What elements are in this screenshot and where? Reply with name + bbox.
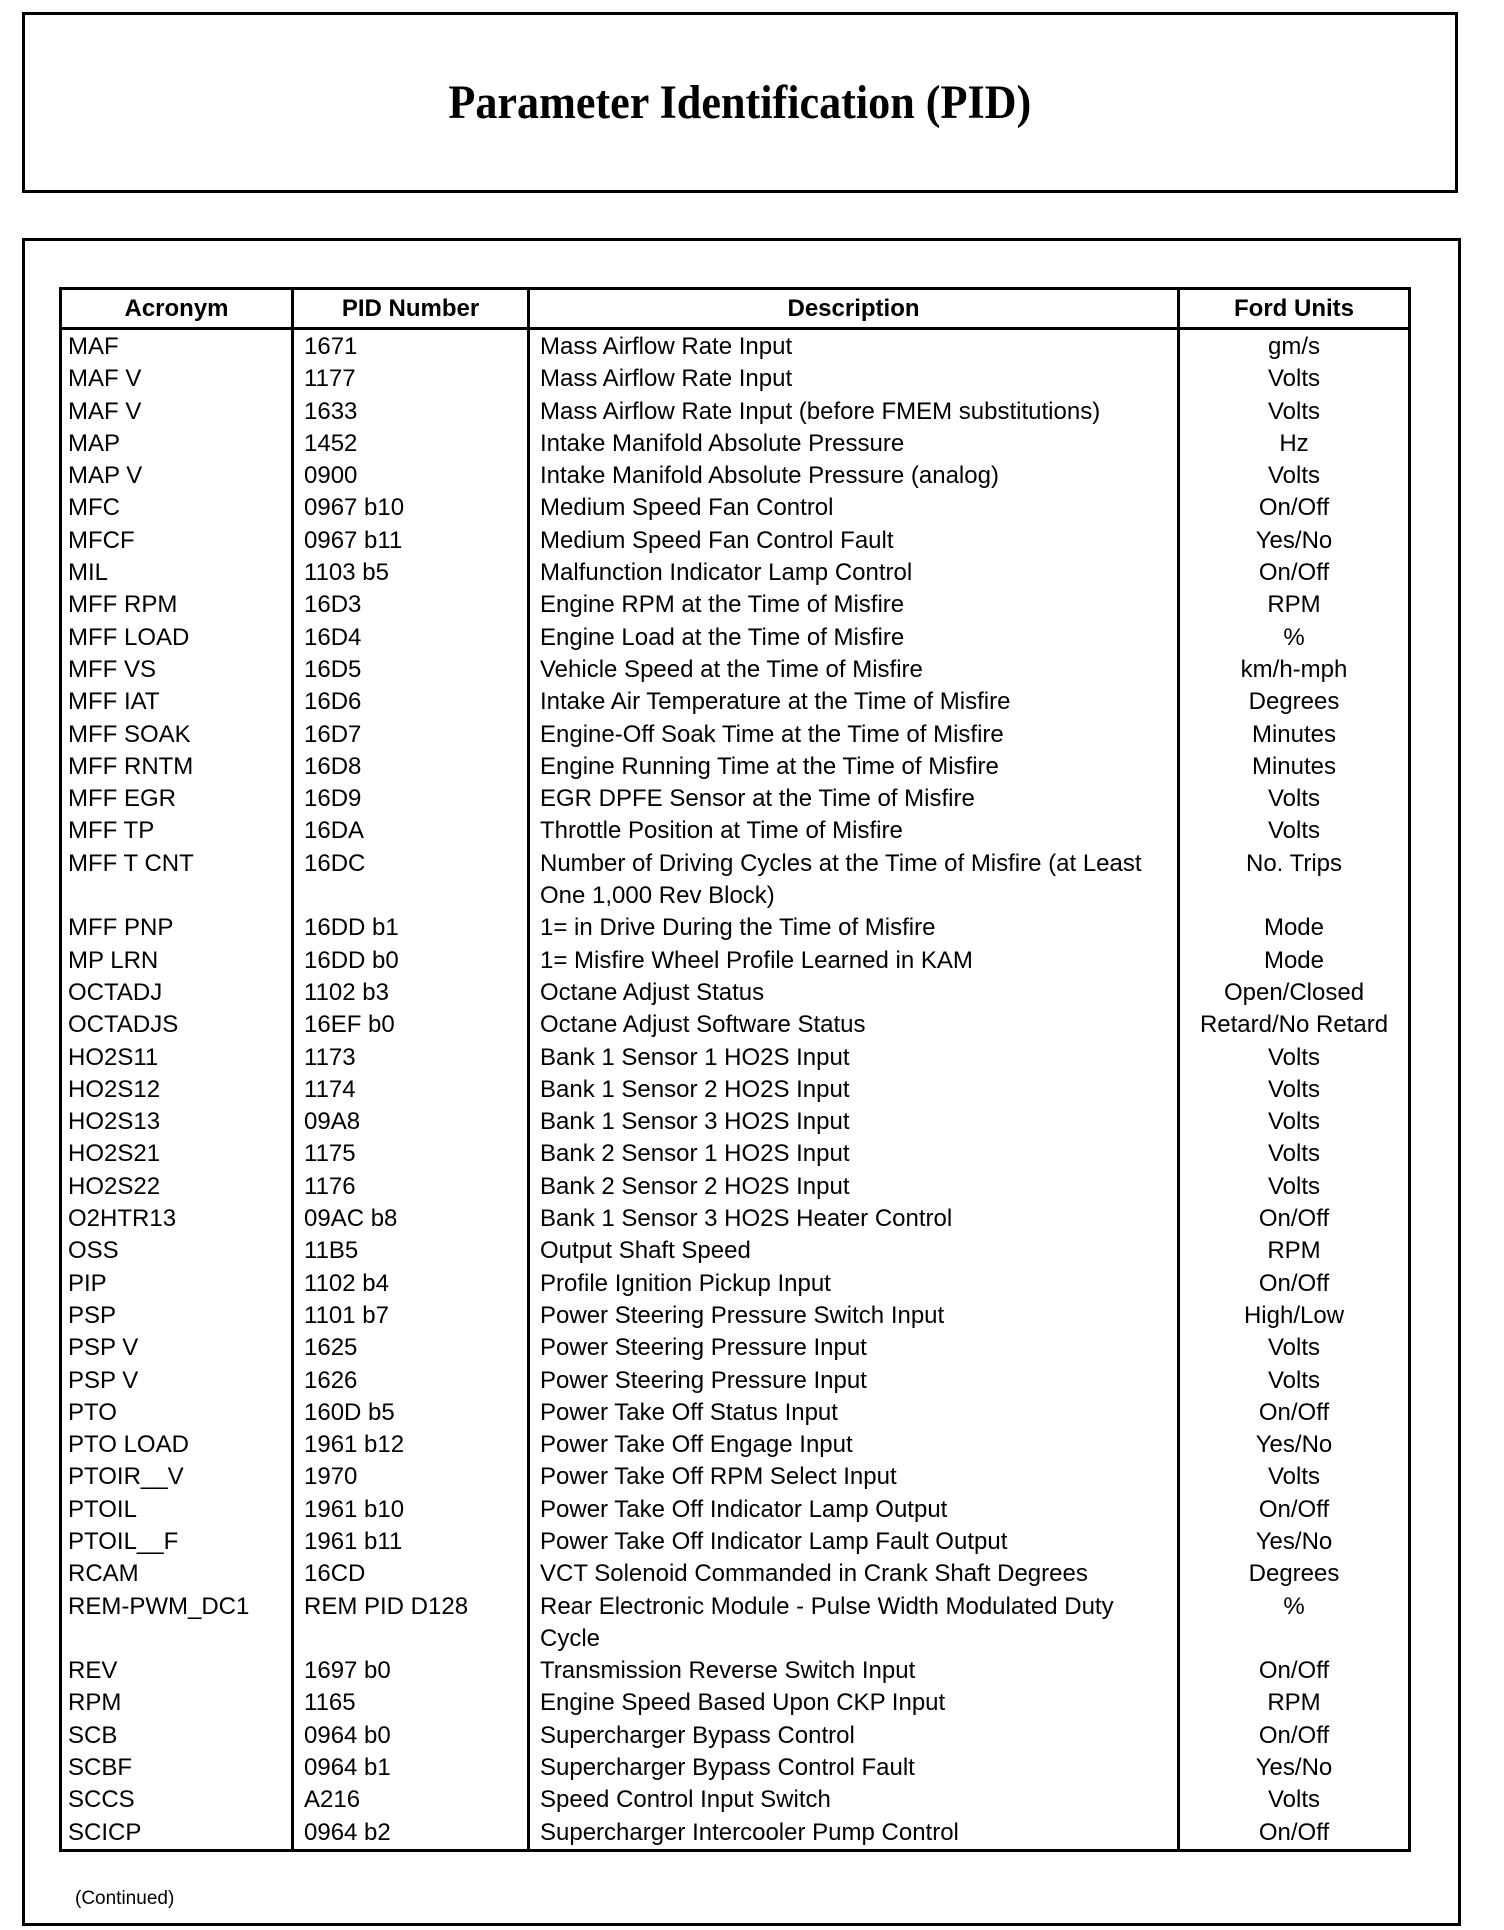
cell-description: Power Take Off Engage Input [529,1429,1179,1461]
cell-description: 1= in Drive During the Time of Misfire [529,912,1179,944]
cell-ford-units: RPM [1179,1687,1410,1719]
cell-ford-units: Volts [1179,1138,1410,1170]
cell-ford-units: Yes/No [1179,1752,1410,1784]
table-row [61,363,1410,395]
cell-acronym: MAP V [61,460,293,492]
cell-pid-number: 1165 [293,1687,529,1719]
cell-ford-units: On/Off [1179,1817,1410,1851]
cell-ford-units: RPM [1179,1235,1410,1267]
cell-pid-number: 1102 b3 [293,977,529,1009]
cell-acronym: OSS [61,1235,293,1267]
table-header-row [61,289,1410,329]
cell-ford-units: Degrees [1179,1558,1410,1590]
cell-description: 1= Misfire Wheel Profile Learned in KAM [529,945,1179,977]
cell-description: Bank 1 Sensor 1 HO2S Input [529,1042,1179,1074]
cell-acronym: MIL [61,557,293,589]
cell-pid-number: 1633 [293,396,529,428]
table-row [61,1784,1410,1816]
cell-description: Engine RPM at the Time of Misfire [529,589,1179,621]
cell-description: Number of Driving Cycles at the Time of Misfire (at Least One 1,000 Rev Block) [529,848,1179,913]
cell-acronym: REM-PWM_DC1 [61,1591,293,1656]
cell-pid-number: 16CD [293,1558,529,1590]
table-row [61,1235,1410,1267]
cell-ford-units: % [1179,1591,1410,1656]
table-row [61,751,1410,783]
cell-pid-number: 1626 [293,1365,529,1397]
cell-ford-units: Hz [1179,428,1410,460]
cell-pid-number: 09A8 [293,1106,529,1138]
cell-description: EGR DPFE Sensor at the Time of Misfire [529,783,1179,815]
table-row [61,589,1410,621]
header-ford-units: Ford Units [1179,289,1410,329]
cell-acronym: PSP [61,1300,293,1332]
table-row [61,1397,1410,1429]
cell-ford-units: Volts [1179,1332,1410,1364]
cell-description: Intake Air Temperature at the Time of Misfire [529,686,1179,718]
cell-acronym: MFF IAT [61,686,293,718]
cell-acronym: MAF V [61,396,293,428]
table-container [22,238,1461,1926]
cell-description: Power Steering Pressure Switch Input [529,1300,1179,1332]
table-row [61,1655,1410,1687]
table-row [61,783,1410,815]
cell-acronym: PIP [61,1268,293,1300]
cell-ford-units: On/Off [1179,1397,1410,1429]
cell-pid-number: 1101 b7 [293,1300,529,1332]
header-description: Description [529,289,1179,329]
cell-acronym: REV [61,1655,293,1687]
cell-description: Engine Running Time at the Time of Misfire [529,751,1179,783]
cell-acronym: MFF T CNT [61,848,293,913]
cell-pid-number: REM PID D128 [293,1591,529,1656]
cell-pid-number: 1102 b4 [293,1268,529,1300]
cell-pid-number: 1970 [293,1461,529,1493]
cell-pid-number: 1697 b0 [293,1655,529,1687]
cell-pid-number: A216 [293,1784,529,1816]
cell-acronym: RCAM [61,1558,293,1590]
table-row [61,428,1410,460]
cell-ford-units: Minutes [1179,719,1410,751]
cell-pid-number: 0967 b11 [293,525,529,557]
table-row [61,977,1410,1009]
pid-table [59,287,1411,1852]
table-row [61,1300,1410,1332]
cell-acronym: HO2S11 [61,1042,293,1074]
cell-pid-number: 16D9 [293,783,529,815]
table-row [61,1558,1410,1590]
cell-acronym: OCTADJS [61,1009,293,1041]
table-row [61,525,1410,557]
cell-acronym: MFF TP [61,815,293,847]
cell-ford-units: Volts [1179,1461,1410,1493]
cell-ford-units: Retard/No Retard [1179,1009,1410,1041]
cell-pid-number: 11B5 [293,1235,529,1267]
cell-description: Octane Adjust Software Status [529,1009,1179,1041]
table-row [61,1009,1410,1041]
cell-ford-units: gm/s [1179,329,1410,364]
table-row [61,912,1410,944]
cell-pid-number: 1173 [293,1042,529,1074]
cell-description: Engine-Off Soak Time at the Time of Misfire [529,719,1179,751]
table-row [61,1138,1410,1170]
table-row [61,1429,1410,1461]
cell-description: Mass Airflow Rate Input [529,329,1179,364]
cell-description: Bank 2 Sensor 1 HO2S Input [529,1138,1179,1170]
cell-pid-number: 16D3 [293,589,529,621]
cell-description: Octane Adjust Status [529,977,1179,1009]
cell-acronym: SCICP [61,1817,293,1851]
cell-ford-units: Volts [1179,1042,1410,1074]
cell-description: Mass Airflow Rate Input (before FMEM substitutions) [529,396,1179,428]
cell-acronym: HO2S12 [61,1074,293,1106]
cell-pid-number: 1961 b11 [293,1526,529,1558]
cell-pid-number: 0964 b1 [293,1752,529,1784]
table-row [61,1106,1410,1138]
cell-ford-units: Yes/No [1179,525,1410,557]
cell-ford-units: Volts [1179,1171,1410,1203]
cell-acronym: MFF EGR [61,783,293,815]
table-row [61,686,1410,718]
cell-pid-number: 16D5 [293,654,529,686]
cell-acronym: SCB [61,1720,293,1752]
cell-acronym: PTOIL__F [61,1526,293,1558]
cell-pid-number: 1175 [293,1138,529,1170]
cell-ford-units: On/Off [1179,1268,1410,1300]
cell-pid-number: 1174 [293,1074,529,1106]
cell-description: Engine Load at the Time of Misfire [529,622,1179,654]
cell-pid-number: 0964 b0 [293,1720,529,1752]
cell-ford-units: On/Off [1179,492,1410,524]
table-row [61,1752,1410,1784]
cell-acronym: SCBF [61,1752,293,1784]
cell-ford-units: Mode [1179,912,1410,944]
cell-ford-units: Volts [1179,1365,1410,1397]
table-row [61,460,1410,492]
cell-acronym: RPM [61,1687,293,1719]
cell-pid-number: 0967 b10 [293,492,529,524]
cell-description: VCT Solenoid Commanded in Crank Shaft Degrees [529,1558,1179,1590]
table-row [61,1332,1410,1364]
cell-acronym: MAF V [61,363,293,395]
cell-description: Power Take Off Indicator Lamp Output [529,1494,1179,1526]
table-row [61,492,1410,524]
page-title: Parameter Identification (PID) [448,76,1032,129]
cell-acronym: MFCF [61,525,293,557]
cell-pid-number: 16DC [293,848,529,913]
cell-ford-units: Open/Closed [1179,977,1410,1009]
cell-pid-number: 16DD b1 [293,912,529,944]
table-row [61,1494,1410,1526]
cell-acronym: HO2S22 [61,1171,293,1203]
cell-pid-number: 16D7 [293,719,529,751]
cell-ford-units: RPM [1179,589,1410,621]
cell-ford-units: Volts [1179,460,1410,492]
cell-ford-units: Volts [1179,815,1410,847]
cell-ford-units: On/Off [1179,1720,1410,1752]
cell-description: Bank 1 Sensor 3 HO2S Input [529,1106,1179,1138]
cell-description: Transmission Reverse Switch Input [529,1655,1179,1687]
cell-description: Medium Speed Fan Control [529,492,1179,524]
cell-description: Supercharger Bypass Control Fault [529,1752,1179,1784]
cell-acronym: PTOIL [61,1494,293,1526]
cell-ford-units: Yes/No [1179,1429,1410,1461]
cell-pid-number: 0964 b2 [293,1817,529,1851]
cell-acronym: O2HTR13 [61,1203,293,1235]
cell-pid-number: 1177 [293,363,529,395]
table-row [61,654,1410,686]
header-pid-number: PID Number [293,289,529,329]
cell-acronym: MFF RPM [61,589,293,621]
cell-pid-number: 16D6 [293,686,529,718]
cell-ford-units: Volts [1179,396,1410,428]
table-row [61,1461,1410,1493]
table-row [61,622,1410,654]
cell-description: Output Shaft Speed [529,1235,1179,1267]
cell-ford-units: Volts [1179,1106,1410,1138]
title-box [22,12,1458,193]
cell-ford-units: Degrees [1179,686,1410,718]
table-row [61,848,1410,913]
cell-acronym: MP LRN [61,945,293,977]
cell-pid-number: 1625 [293,1332,529,1364]
cell-ford-units: Volts [1179,783,1410,815]
cell-description: Intake Manifold Absolute Pressure (analog) [529,460,1179,492]
table-row [61,1074,1410,1106]
cell-description: Power Take Off Status Input [529,1397,1179,1429]
cell-acronym: SCCS [61,1784,293,1816]
cell-pid-number: 16D8 [293,751,529,783]
cell-acronym: MAF [61,329,293,364]
table-row [61,1042,1410,1074]
table-row [61,396,1410,428]
table-row [61,1365,1410,1397]
cell-ford-units: On/Off [1179,1203,1410,1235]
cell-ford-units: On/Off [1179,1494,1410,1526]
cell-ford-units: Volts [1179,1074,1410,1106]
table-row [61,557,1410,589]
cell-description: Bank 2 Sensor 2 HO2S Input [529,1171,1179,1203]
cell-pid-number: 1452 [293,428,529,460]
table-row [61,1591,1410,1656]
header-acronym: Acronym [61,289,293,329]
cell-pid-number: 16D4 [293,622,529,654]
cell-description: Power Take Off Indicator Lamp Fault Output [529,1526,1179,1558]
cell-acronym: PTO [61,1397,293,1429]
cell-acronym: MFF LOAD [61,622,293,654]
table-row [61,719,1410,751]
cell-description: Vehicle Speed at the Time of Misfire [529,654,1179,686]
cell-description: Bank 1 Sensor 3 HO2S Heater Control [529,1203,1179,1235]
cell-pid-number: 16DA [293,815,529,847]
cell-acronym: MFF RNTM [61,751,293,783]
table-row [61,1268,1410,1300]
cell-acronym: HO2S21 [61,1138,293,1170]
cell-pid-number: 1176 [293,1171,529,1203]
continued-note: (Continued) [75,1888,175,1909]
cell-ford-units: High/Low [1179,1300,1410,1332]
cell-pid-number: 1961 b10 [293,1494,529,1526]
cell-pid-number: 1961 b12 [293,1429,529,1461]
cell-ford-units: Volts [1179,1784,1410,1816]
cell-description: Mass Airflow Rate Input [529,363,1179,395]
cell-description: Malfunction Indicator Lamp Control [529,557,1179,589]
cell-acronym: PTO LOAD [61,1429,293,1461]
cell-acronym: MFC [61,492,293,524]
table-body [61,329,1410,1851]
cell-pid-number: 1103 b5 [293,557,529,589]
cell-description: Throttle Position at Time of Misfire [529,815,1179,847]
cell-pid-number: 09AC b8 [293,1203,529,1235]
table-row [61,1526,1410,1558]
cell-ford-units: Yes/No [1179,1526,1410,1558]
cell-description: Supercharger Intercooler Pump Control [529,1817,1179,1851]
table-row [61,329,1410,364]
cell-description: Medium Speed Fan Control Fault [529,525,1179,557]
cell-ford-units: % [1179,622,1410,654]
cell-ford-units: km/h-mph [1179,654,1410,686]
cell-ford-units: On/Off [1179,1655,1410,1687]
cell-ford-units: Volts [1179,363,1410,395]
cell-ford-units: Minutes [1179,751,1410,783]
table-row [61,1203,1410,1235]
table-row [61,945,1410,977]
table-row [61,1817,1410,1851]
cell-pid-number: 16EF b0 [293,1009,529,1041]
cell-description: Intake Manifold Absolute Pressure [529,428,1179,460]
cell-description: Speed Control Input Switch [529,1784,1179,1816]
table-row [61,815,1410,847]
table-row [61,1720,1410,1752]
cell-pid-number: 160D b5 [293,1397,529,1429]
cell-acronym: HO2S13 [61,1106,293,1138]
cell-acronym: MFF VS [61,654,293,686]
cell-description: Power Take Off RPM Select Input [529,1461,1179,1493]
cell-pid-number: 1671 [293,329,529,364]
cell-acronym: MAP [61,428,293,460]
cell-acronym: PSP V [61,1332,293,1364]
cell-description: Profile Ignition Pickup Input [529,1268,1179,1300]
table-row [61,1171,1410,1203]
cell-pid-number: 16DD b0 [293,945,529,977]
cell-description: Bank 1 Sensor 2 HO2S Input [529,1074,1179,1106]
cell-pid-number: 0900 [293,460,529,492]
cell-description: Engine Speed Based Upon CKP Input [529,1687,1179,1719]
cell-description: Power Steering Pressure Input [529,1365,1179,1397]
cell-acronym: OCTADJ [61,977,293,1009]
cell-ford-units: On/Off [1179,557,1410,589]
cell-acronym: MFF PNP [61,912,293,944]
cell-description: Power Steering Pressure Input [529,1332,1179,1364]
cell-acronym: PTOIR__V [61,1461,293,1493]
table-row [61,1687,1410,1719]
cell-acronym: MFF SOAK [61,719,293,751]
cell-description: Rear Electronic Module - Pulse Width Modulated Duty Cycle [529,1591,1179,1656]
cell-ford-units: No. Trips [1179,848,1410,913]
cell-ford-units: Mode [1179,945,1410,977]
cell-description: Supercharger Bypass Control [529,1720,1179,1752]
cell-acronym: PSP V [61,1365,293,1397]
